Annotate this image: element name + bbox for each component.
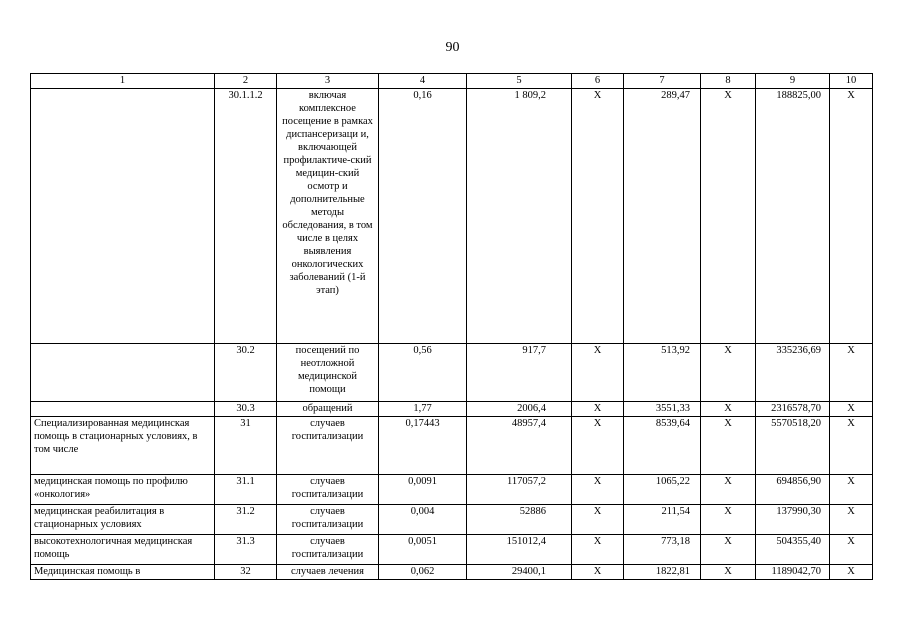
value-cell: X [830, 475, 873, 505]
row-code-cell: 30.2 [215, 344, 277, 402]
row-unit-cell: обращений [277, 402, 379, 417]
value-cell: X [572, 402, 624, 417]
row-unit-cell: случаев госпитализации [277, 475, 379, 505]
row-unit-cell: случаев госпитализации [277, 417, 379, 475]
value-cell: 513,92 [624, 344, 701, 402]
value-cell: X [830, 89, 873, 344]
value-cell: X [701, 89, 756, 344]
value-cell: 0,56 [379, 344, 467, 402]
value-cell: 694856,90 [756, 475, 830, 505]
value-cell: 1822,81 [624, 565, 701, 580]
row-name-cell [31, 89, 215, 344]
column-header: 6 [572, 74, 624, 89]
row-name-cell [31, 344, 215, 402]
value-cell: 52886 [467, 505, 572, 535]
value-cell: 1189042,70 [756, 565, 830, 580]
value-cell: 335236,69 [756, 344, 830, 402]
row-code-cell: 30.1.1.2 [215, 89, 277, 344]
row-unit-cell: случаев госпитализации [277, 535, 379, 565]
value-cell: X [572, 475, 624, 505]
value-cell: 0,0091 [379, 475, 467, 505]
value-cell: 1,77 [379, 402, 467, 417]
value-cell: X [572, 344, 624, 402]
value-cell: 188825,00 [756, 89, 830, 344]
value-cell: 504355,40 [756, 535, 830, 565]
row-code-cell: 31.1 [215, 475, 277, 505]
value-cell: X [830, 505, 873, 535]
value-cell: 29400,1 [467, 565, 572, 580]
row-name-cell: Специализированная медицинская помощь в стационарных условиях, в том числе [31, 417, 215, 475]
column-header: 4 [379, 74, 467, 89]
value-cell: X [701, 505, 756, 535]
row-name-cell: высокотехнологичная медицинская помощь [31, 535, 215, 565]
row-code-cell: 31 [215, 417, 277, 475]
value-cell: 137990,30 [756, 505, 830, 535]
value-cell: X [830, 565, 873, 580]
table-row [31, 505, 873, 535]
row-name-cell [31, 402, 215, 417]
value-cell: X [701, 565, 756, 580]
row-name-cell: медицинская реабилитация в стационарных условиях [31, 505, 215, 535]
value-cell: 0,0051 [379, 535, 467, 565]
row-code-cell: 31.3 [215, 535, 277, 565]
value-cell: X [572, 417, 624, 475]
row-unit-cell: посещений по неотложной медицинской помощи [277, 344, 379, 402]
value-cell: 0,16 [379, 89, 467, 344]
row-name-cell: Медицинская помощь в [31, 565, 215, 580]
table-row [31, 89, 873, 344]
row-unit-cell: случаев госпитализации [277, 505, 379, 535]
table-row [31, 475, 873, 505]
value-cell: 117057,2 [467, 475, 572, 505]
column-header: 1 [31, 74, 215, 89]
value-cell: 289,47 [624, 89, 701, 344]
value-cell: 5570518,20 [756, 417, 830, 475]
value-cell: X [701, 402, 756, 417]
value-cell: 0,062 [379, 565, 467, 580]
value-cell: 1065,22 [624, 475, 701, 505]
value-cell: 1 809,2 [467, 89, 572, 344]
value-cell: 8539,64 [624, 417, 701, 475]
column-header: 10 [830, 74, 873, 89]
value-cell: X [572, 505, 624, 535]
column-header: 8 [701, 74, 756, 89]
value-cell: 917,7 [467, 344, 572, 402]
row-code-cell: 30.3 [215, 402, 277, 417]
column-header: 5 [467, 74, 572, 89]
value-cell: 2006,4 [467, 402, 572, 417]
value-cell: X [701, 475, 756, 505]
table-row [31, 535, 873, 565]
column-header: 3 [277, 74, 379, 89]
value-cell: 3551,33 [624, 402, 701, 417]
value-cell: X [572, 89, 624, 344]
row-code-cell: 32 [215, 565, 277, 580]
table-row [31, 402, 873, 417]
value-cell: 2316578,70 [756, 402, 830, 417]
column-header: 7 [624, 74, 701, 89]
value-cell: 0,17443 [379, 417, 467, 475]
table-row [31, 417, 873, 475]
value-cell: X [572, 535, 624, 565]
column-header: 2 [215, 74, 277, 89]
value-cell: X [830, 535, 873, 565]
value-cell: 773,18 [624, 535, 701, 565]
value-cell: X [830, 344, 873, 402]
row-name-cell: медицинская помощь по профилю «онкология» [31, 475, 215, 505]
value-cell: X [701, 344, 756, 402]
column-header: 9 [756, 74, 830, 89]
value-cell: X [701, 535, 756, 565]
table-row [31, 344, 873, 402]
value-cell: X [830, 417, 873, 475]
table-row [31, 565, 873, 580]
table-header-row [31, 74, 873, 89]
row-code-cell: 31.2 [215, 505, 277, 535]
data-table [30, 73, 873, 580]
value-cell: 211,54 [624, 505, 701, 535]
row-unit-cell: включая комплексное посещение в рамках диспансеризаци и, включающей профилактиче-ский медицин-ский осмотр и дополнительные методы обследования, в том числе в целях выявления онкологических заболеваний (1-й этап) [277, 89, 379, 344]
value-cell: X [701, 417, 756, 475]
value-cell: X [572, 565, 624, 580]
page-number: 90 [445, 40, 460, 55]
value-cell: 151012,4 [467, 535, 572, 565]
value-cell: 48957,4 [467, 417, 572, 475]
value-cell: X [830, 402, 873, 417]
value-cell: 0,004 [379, 505, 467, 535]
row-unit-cell: случаев лечения [277, 565, 379, 580]
